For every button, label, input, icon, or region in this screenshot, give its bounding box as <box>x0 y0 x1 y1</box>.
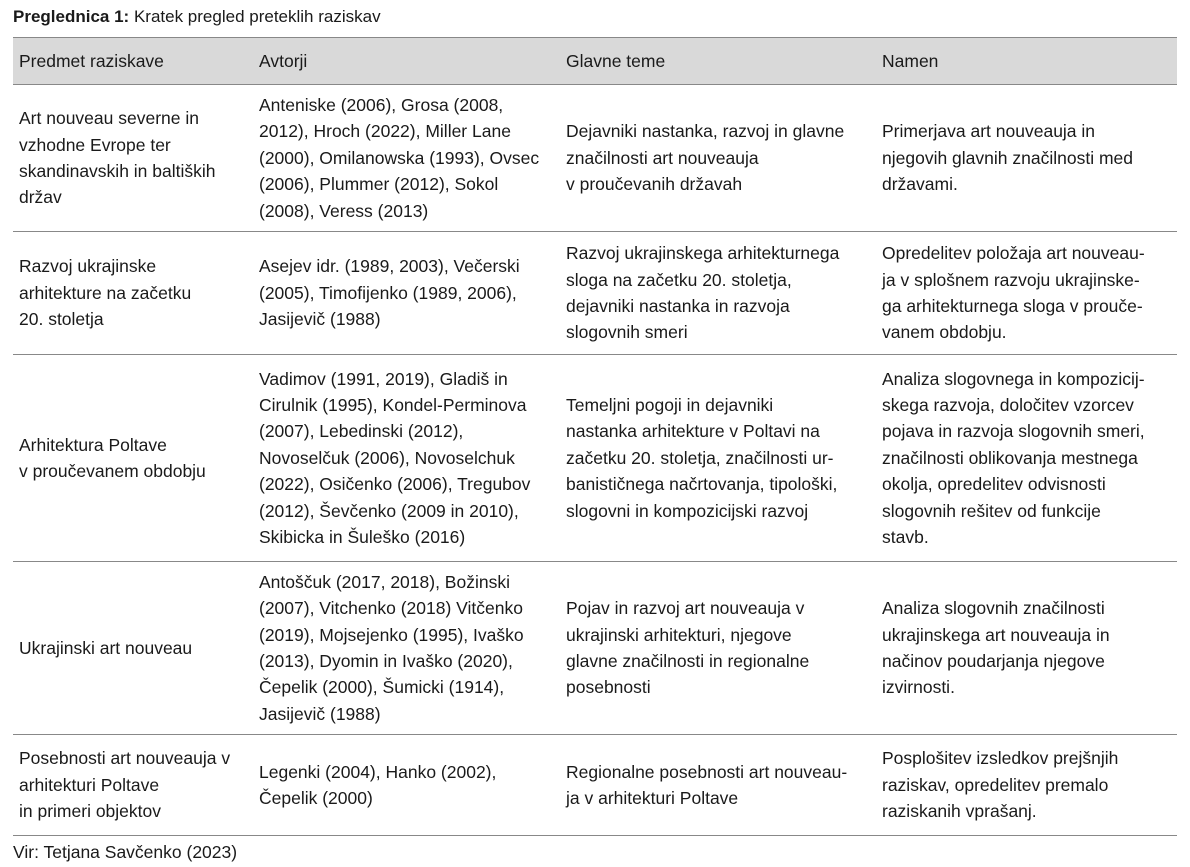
table-cell-subject: Posebnosti art nouveauja v arhitekturi Poltave in primeri objektov <box>19 748 231 822</box>
table-row <box>13 85 1177 232</box>
table-source-note: Vir: Tetjana Savčenko (2023) <box>13 842 238 862</box>
caption-title: Kratek pregled preteklih raziskav <box>133 7 381 26</box>
table-cell-main-topics: Temeljni pogoji in dejavniki nastanka arhitekture v Poltavi na začetku 20. stoletja, značilnosti ur- banističnega načrtovanja, tipološki, slogovni in kompozicijski razvoj <box>566 394 838 521</box>
table-header-row <box>13 37 1177 85</box>
research-overview-table <box>13 37 1177 836</box>
table-row <box>13 232 1177 355</box>
table-cell-main-topics: Razvoj ukrajinskega arhitekturnega sloga na začetku 20. stoletja, dejavniki nastanka in razvoja slogovnih smeri <box>566 243 840 343</box>
table-cell-main-topics: Pojav in razvoj art nouveauja v ukrajinski arhitekturi, njegove glavne značilnosti in regionalne posebnosti <box>566 598 810 698</box>
table-cell-purpose: Posplošitev izsledkov prejšnjih raziskav, opredelitev premalo raziskanih vprašanj. <box>882 748 1119 822</box>
table-cell-main-topics: Dejavniki nastanka, razvoj in glavne značilnosti art nouveauja v proučevanih državah <box>566 121 845 195</box>
header-cell-authors: Avtorji <box>259 50 308 71</box>
table-cell-authors: Asejev idr. (1989, 2003), Večerski (2005), Timofijenko (1989, 2006), Jasijevič (1988) <box>259 256 520 330</box>
table-cell-authors: Legenki (2004), Hanko (2002), Čepelik (2000) <box>259 761 497 808</box>
header-cell-subject: Predmet raziskave <box>19 50 164 71</box>
caption-label: Preglednica 1: <box>13 7 130 26</box>
table-cell-subject: Arhitektura Poltave v proučevanem obdobju <box>19 434 206 481</box>
table-cell-purpose: Opredelitev položaja art nouveau- ja v splošnem razvoju ukrajinske- ga arhitekturnega sloga v prouče- vanem obdobju. <box>882 243 1145 343</box>
table-cell-authors: Vadimov (1991, 2019), Gladiš in Cirulnik (1995), Kondel-Perminova (2007), Lebedinski (2012), Novoselčuk (2006), Novoselchuk (2022), Osičenko (2006), Tregubov (2012), Ševčenko (2009 in 2010), Skibicka in Šuleško (2016) <box>259 368 531 548</box>
table-cell-purpose: Analiza slogovnih značilnosti ukrajinskega art nouveauja in načinov poudarjanja njegove izvirnosti. <box>882 598 1110 698</box>
table-row <box>13 355 1177 562</box>
table-cell-main-topics: Regionalne posebnosti art nouveau- ja v arhitekturi Poltave <box>566 761 848 808</box>
table-cell-subject: Art nouveau severne in vzhodne Evrope ter skandinavskih in baltiških držav <box>19 108 216 208</box>
header-cell-main-topics: Glavne teme <box>566 50 666 71</box>
table-cell-subject: Razvoj ukrajinske arhitekture na začetku 20. stoletja <box>19 256 192 330</box>
table-cell-authors: Antoščuk (2017, 2018), Božinski (2007), Vitchenko (2018) Vitčenko (2019), Mojsejenko (1995), Ivaško (2013), Dyomin in Ivaško (2020), Čepelik (2000), Šumicki (1914), Jasijevič (1988) <box>259 571 524 724</box>
table-caption <box>13 6 381 28</box>
header-cell-purpose: Namen <box>882 50 939 71</box>
table-cell-authors: Anteniske (2006), Grosa (2008, 2012), Hroch (2022), Miller Lane (2000), Omilanowska (1993), Ovsec (2006), Plummer (2012), Sokol (2008), Veress (2013) <box>259 94 540 221</box>
table-row <box>13 735 1177 836</box>
table-cell-subject: Ukrajinski art nouveau <box>19 637 193 658</box>
table-row <box>13 562 1177 735</box>
table-cell-purpose: Primerjava art nouveauja in njegovih glavnih značilnosti med državami. <box>882 121 1133 195</box>
table-cell-purpose: Analiza slogovnega in kompozicij- skega razvoja, določitev vzorcev pojava in razvoja slogovnih smeri, značilnosti oblikovanja mestnega okolja, opredelitev odvisnosti slogovnih rešitev od funkcije stavb. <box>882 368 1145 548</box>
